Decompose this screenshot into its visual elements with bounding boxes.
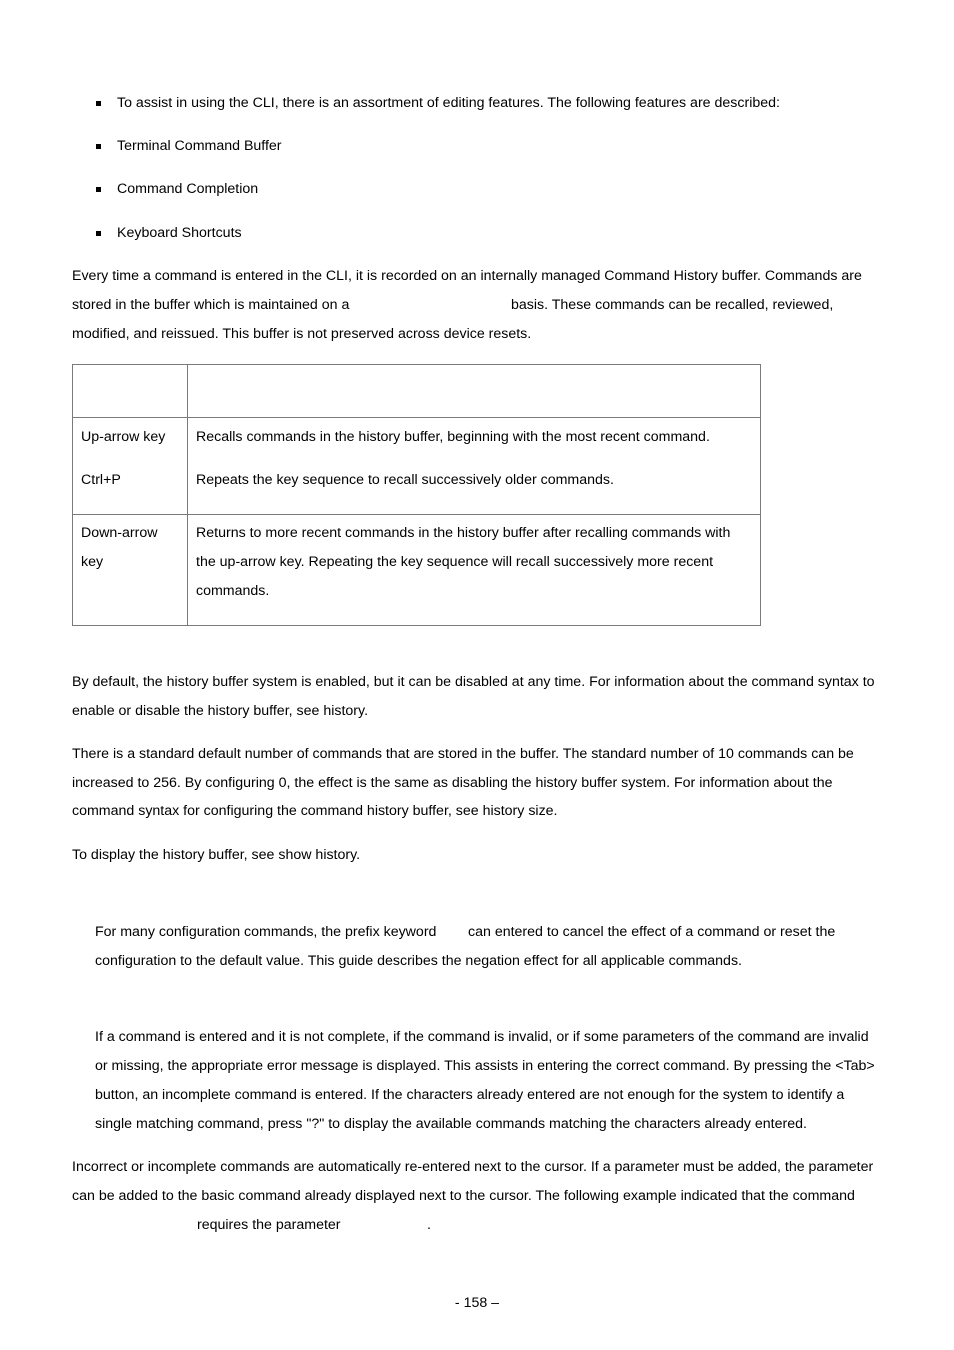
description-text: the up-arrow key. Repeating the key sequence will recall successively more recent	[196, 554, 714, 570]
key-label: Ctrl+P	[81, 472, 121, 488]
paragraph-line: Every time a command is entered in the CLI, it is recorded on an internally managed Command History buffer. Commands are	[72, 268, 862, 284]
paragraph-line: If a command is entered and it is not complete, if the command is invalid, or if some parameters of the command are invalid	[95, 1029, 869, 1045]
description-cell	[188, 418, 761, 515]
key-label: Up-arrow key	[81, 429, 166, 445]
paragraph-line: or missing, the appropriate error message is displayed. This assists in entering the correct command. By pressing the <Tab>	[95, 1058, 875, 1074]
paragraph-line: requires the parameter	[197, 1217, 341, 1233]
description-text: commands.	[196, 583, 270, 599]
key-cell	[73, 515, 188, 626]
description-text: Repeats the key sequence to recall successively older commands.	[196, 472, 614, 488]
paragraph-line: There is a standard default number of commands that are stored in the buffer. The standard number of 10 commands can be	[72, 746, 854, 762]
paragraph-line: command syntax for configuring the command history buffer, see history size.	[72, 803, 558, 819]
paragraph-line: enable or disable the history buffer, see history.	[72, 703, 369, 719]
key-label: key	[81, 554, 104, 570]
paragraph-line: To display the history buffer, see show history.	[72, 847, 361, 863]
history-keys-table	[72, 364, 761, 626]
paragraph-line: By default, the history buffer system is enabled, but it can be disabled at any time. For information about the command syntax to	[72, 674, 875, 690]
bullet-marker	[96, 101, 101, 106]
description-text: Recalls commands in the history buffer, beginning with the most recent command.	[196, 429, 710, 445]
key-label: Down-arrow	[81, 525, 158, 541]
paragraph-line: basis. These commands can be recalled, reviewed,	[511, 297, 834, 313]
bullet-marker	[96, 231, 101, 236]
table-header-row	[73, 365, 761, 418]
key-cell	[73, 418, 188, 515]
paragraph-line: modified, and reissued. This buffer is not preserved across device resets.	[72, 326, 532, 342]
bullet-item: Keyboard Shortcuts	[117, 225, 242, 241]
paragraph-line: .	[427, 1217, 431, 1233]
paragraph-line: button, an incomplete command is entered. If the characters already entered are not enough for the system to identify a	[95, 1087, 845, 1103]
bullet-item: Command Completion	[117, 181, 259, 197]
bullet-item: Terminal Command Buffer	[117, 138, 282, 154]
paragraph-line: configuration to the default value. This guide describes the negation effect for all applicable commands.	[95, 953, 742, 969]
bullet-marker	[96, 144, 101, 149]
description-text: Returns to more recent commands in the history buffer after recalling commands with	[196, 525, 731, 541]
bullet-item: To assist in using the CLI, there is an assortment of editing features. The following features are described:	[117, 95, 780, 111]
paragraph-line: can entered to cancel the effect of a command or reset the	[468, 924, 836, 940]
paragraph-line: single matching command, press "?" to display the available commands matching the characters already entered.	[95, 1116, 807, 1132]
paragraph-line: can be added to the basic command already displayed next to the cursor. The following example indicated that the command	[72, 1188, 855, 1204]
description-cell	[188, 515, 761, 626]
table-row	[73, 418, 761, 515]
paragraph-line: For many configuration commands, the prefix keyword	[95, 924, 437, 940]
paragraph-line: stored in the buffer which is maintained on a	[72, 297, 350, 313]
bullet-marker	[96, 187, 101, 192]
paragraph-line: Incorrect or incomplete commands are automatically re-entered next to the cursor. If a parameter must be added, the parameter	[72, 1159, 874, 1175]
table-header-cell	[188, 365, 761, 418]
table-header-cell	[73, 365, 188, 418]
paragraph-line: increased to 256. By configuring 0, the effect is the same as disabling the history buffer system. For information about the	[72, 775, 833, 791]
page-number: - 158 –	[454, 1295, 500, 1311]
table-row	[73, 515, 761, 626]
